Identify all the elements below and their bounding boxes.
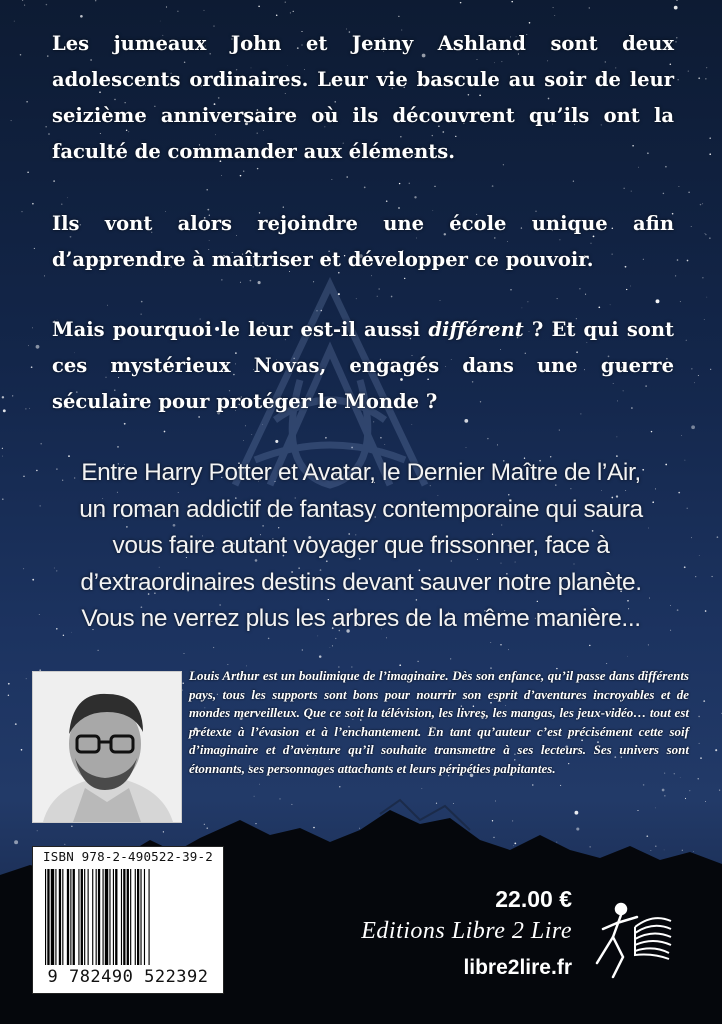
star <box>688 71 689 72</box>
star <box>22 211 23 212</box>
star <box>656 299 660 303</box>
star <box>663 193 665 195</box>
star <box>434 186 435 187</box>
star <box>386 637 387 638</box>
isbn-barcode-label <box>32 846 224 994</box>
star <box>32 203 34 205</box>
star <box>28 345 29 346</box>
star <box>40 443 42 445</box>
star <box>98 650 99 651</box>
star <box>29 408 30 409</box>
star <box>677 259 679 261</box>
star <box>631 191 632 192</box>
blurb-line: un roman addictif de fantasy contemporaine qui saura <box>79 495 643 523</box>
blurb-line: vous faire autant voyager que frissonner, face à <box>112 532 610 559</box>
star <box>466 447 467 448</box>
star <box>508 649 509 650</box>
star <box>414 196 416 198</box>
star <box>579 288 580 289</box>
star <box>553 7 554 8</box>
author-portrait <box>32 671 182 823</box>
star <box>705 78 706 79</box>
star <box>319 655 322 658</box>
star <box>703 700 705 702</box>
star <box>492 185 494 187</box>
barcode-bar <box>149 869 150 965</box>
star <box>364 187 366 189</box>
star <box>688 192 690 194</box>
barcode-bar <box>84 869 85 965</box>
barcode-bar <box>55 869 56 965</box>
star <box>8 683 10 685</box>
star <box>124 423 126 425</box>
isbn-number: ISBN 978-2-490522-39-2 <box>43 849 213 864</box>
star <box>490 642 491 643</box>
barcode-bar <box>123 869 125 965</box>
star <box>648 644 649 645</box>
star <box>709 153 711 155</box>
star <box>715 749 717 751</box>
barcode-bar <box>103 869 104 965</box>
star <box>675 275 676 276</box>
star <box>2 498 4 500</box>
barcode-bar <box>47 869 49 965</box>
star <box>31 366 33 368</box>
star <box>675 41 676 42</box>
barcode-bar <box>51 869 54 965</box>
star <box>240 175 242 177</box>
star <box>704 319 705 320</box>
star <box>213 647 214 648</box>
star <box>598 306 600 308</box>
barcode-bar <box>81 869 83 965</box>
star <box>510 289 511 290</box>
star <box>706 297 707 298</box>
star <box>164 431 166 433</box>
star <box>710 369 711 370</box>
publisher-website: libre2lire.fr <box>463 956 572 979</box>
star <box>25 408 26 409</box>
star <box>527 301 528 302</box>
star <box>687 260 689 262</box>
star <box>47 55 48 56</box>
star <box>276 14 278 16</box>
synopsis-emphasis: différent <box>428 318 524 341</box>
star <box>67 197 68 198</box>
star <box>206 189 208 191</box>
star <box>554 15 555 16</box>
star <box>258 6 259 7</box>
star <box>34 248 35 249</box>
star <box>674 6 678 10</box>
star <box>627 656 628 657</box>
star <box>606 663 607 664</box>
star <box>686 340 687 341</box>
barcode-digits: 9 782490 522392 <box>47 967 209 987</box>
barcode-bar <box>121 869 122 965</box>
star <box>166 6 167 7</box>
star <box>184 653 185 654</box>
star <box>450 658 451 659</box>
barcode-bar <box>59 869 61 965</box>
star <box>702 277 703 278</box>
star <box>417 661 418 662</box>
barcode-bar <box>73 869 75 965</box>
star <box>706 67 707 68</box>
star <box>585 294 586 295</box>
star <box>398 16 399 17</box>
barcode-icon <box>43 869 215 965</box>
star <box>698 77 700 79</box>
star <box>26 101 28 103</box>
barcode-bar <box>135 869 136 965</box>
blurb-line: Vous ne verrez plus les arbres de la même manière... <box>81 605 641 632</box>
star <box>691 368 692 369</box>
star <box>26 678 27 679</box>
star <box>630 286 631 287</box>
star <box>487 438 488 439</box>
star <box>61 204 62 205</box>
author-biography: Louis Arthur est un boulimique de l’imaginaire. Dès son enfance, qu’il passe dans différents pays, tous les supports sont bons pour nourrir son esprit d’aventures incroyables et de mondes merveilleux. Que ce soit la télévision, les livres, les mangas, les jeux-vidéo… tout est prétexte à l’évasion et à l’enchantement. En tant qu’auteur c’est précisément cette soif d’imaginaire et d’aventure qu’il souhaite transmettre à ses lecteurs. Ses univers sont étonnants, ses personnages attachants et leurs péripéties palpitantes. <box>189 668 689 776</box>
star <box>3 409 6 412</box>
star <box>22 0 23 1</box>
star <box>699 743 700 744</box>
barcode-bar <box>137 869 139 965</box>
star <box>700 757 702 759</box>
star <box>399 664 401 666</box>
star <box>20 54 22 56</box>
star <box>2 456 3 457</box>
barcode-bar <box>62 869 63 965</box>
star <box>335 638 336 639</box>
star <box>705 610 707 612</box>
star <box>11 120 12 121</box>
blurb-line: Entre Harry Potter et Avatar, le Dernier Maître de l’Air, <box>81 459 641 486</box>
star <box>14 21 15 22</box>
synopsis-paragraph-3-end: ? Et qui sont ces mystérieux Novas, engagés dans une guerre séculaire pour protéger le Monde ? <box>52 318 675 413</box>
barcode-bar <box>113 869 114 965</box>
star <box>95 0 96 1</box>
star <box>160 21 161 22</box>
price-label: 22.00 € <box>495 886 572 912</box>
star <box>2 396 4 398</box>
star <box>610 304 611 305</box>
star <box>705 234 706 235</box>
synopsis-paragraph-3-start: Mais pourquoi le leur est-il aussi <box>52 318 429 341</box>
barcode-bar <box>140 869 141 965</box>
synopsis-paragraph-3 <box>52 312 674 420</box>
star <box>559 430 560 431</box>
barcode-bar <box>70 869 71 965</box>
star <box>709 237 710 238</box>
star <box>243 171 244 172</box>
star <box>698 375 699 376</box>
star <box>511 1 513 2</box>
star <box>290 12 291 13</box>
author-portrait-drawing <box>33 672 181 822</box>
star <box>589 7 590 8</box>
star <box>302 649 303 650</box>
star <box>460 2 462 4</box>
star <box>573 181 574 182</box>
synopsis-paragraph-1: Les jumeaux John et Jenny Ashland sont deux adolescents ordinaires. Leur vie bascule au soir de leur seizième anniversaire où ils découvrent qu’ils ont la faculté de commander aux éléments. <box>52 32 674 163</box>
star <box>221 175 222 176</box>
star <box>676 37 677 38</box>
star <box>700 204 701 205</box>
barcode-bar <box>96 869 97 965</box>
synopsis-paragraph-2: Ils vont alors rejoindre une école unique afin d’apprendre à maîtriser et développer ce pouvoir. <box>52 212 674 271</box>
star <box>711 576 712 577</box>
star <box>285 2 286 3</box>
star <box>500 644 501 645</box>
star <box>399 183 400 184</box>
star <box>497 444 498 445</box>
star <box>177 11 178 12</box>
star <box>32 328 33 329</box>
star <box>36 345 40 349</box>
star <box>681 435 682 436</box>
star <box>522 308 523 309</box>
star <box>386 200 388 202</box>
star <box>709 137 711 139</box>
barcode-bar <box>92 869 93 965</box>
star <box>626 289 627 290</box>
star <box>2 448 3 449</box>
barcode-bar <box>127 869 129 965</box>
star <box>107 305 108 306</box>
star <box>46 126 47 127</box>
star <box>557 298 558 299</box>
barcode-bar <box>88 869 89 965</box>
barcode-bar <box>144 869 145 965</box>
star <box>702 203 703 204</box>
marketing-blurb <box>20 455 702 638</box>
star <box>624 188 625 189</box>
barcode-bar <box>115 869 117 965</box>
star <box>694 382 695 383</box>
star <box>676 0 678 1</box>
star <box>678 186 679 187</box>
star <box>680 301 681 302</box>
barcode-bar <box>130 869 131 965</box>
star <box>182 683 183 684</box>
star <box>698 716 699 717</box>
star <box>705 233 706 234</box>
publisher-name: Editions Libre 2 Lire <box>361 918 572 944</box>
blurb-line: d’extraordinaires destins devant sauver notre planète. <box>80 568 642 596</box>
winged-figure-book-icon <box>583 893 675 985</box>
star <box>717 536 719 538</box>
star <box>691 425 695 429</box>
star <box>141 301 143 303</box>
star <box>8 695 9 696</box>
star <box>204 10 205 11</box>
star <box>80 15 83 18</box>
star <box>589 645 590 646</box>
star <box>332 179 333 180</box>
barcode-bar <box>109 869 110 965</box>
star <box>117 446 119 448</box>
star <box>21 749 23 751</box>
star <box>691 226 692 227</box>
star <box>529 22 531 24</box>
star <box>53 180 54 181</box>
star <box>44 275 45 276</box>
star <box>651 431 652 432</box>
star <box>346 176 348 178</box>
star <box>678 79 679 80</box>
star <box>332 645 333 646</box>
barcode-bar <box>67 869 69 965</box>
star <box>409 183 410 184</box>
barcode-bar <box>78 869 79 965</box>
star <box>24 5 25 6</box>
star <box>15 723 17 725</box>
barcode-bar <box>105 869 108 965</box>
barcode-bar <box>98 869 100 965</box>
star <box>46 4 47 5</box>
star <box>27 172 29 174</box>
star <box>228 664 229 665</box>
star <box>617 437 618 438</box>
star <box>330 647 331 648</box>
star <box>293 11 294 12</box>
star <box>48 133 50 135</box>
barcode-bar <box>45 869 46 965</box>
star <box>268 638 270 640</box>
star <box>12 395 13 396</box>
